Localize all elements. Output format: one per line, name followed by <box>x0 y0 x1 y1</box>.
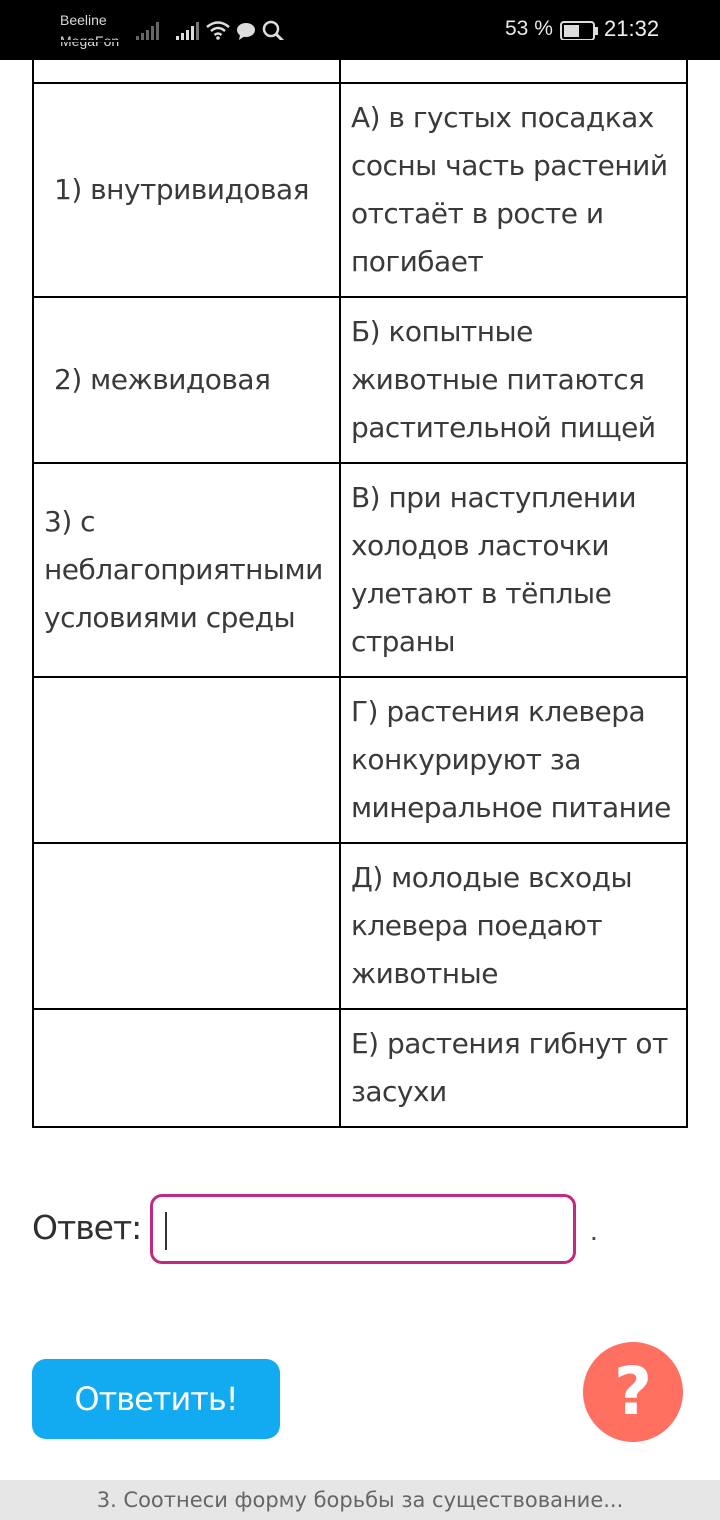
clock: 21:32 <box>604 16 660 41</box>
table-cell-left: 3) с неблагоприятными условиями среды <box>33 463 340 677</box>
battery-percent: 53 % <box>505 17 553 40</box>
help-button[interactable] <box>583 1342 683 1442</box>
table-cell-right <box>340 41 687 83</box>
table-cell-right: В) при наступлении холодов ласточки улетают в тёплые страны <box>340 463 687 677</box>
table-row <box>33 1009 687 1127</box>
signal-icon <box>176 22 200 40</box>
answer-suffix: . <box>590 1215 598 1246</box>
table-cell-left <box>33 1009 340 1127</box>
table-row <box>33 463 687 677</box>
chat-icon <box>236 22 256 40</box>
carrier-2: MegaFon <box>60 33 120 49</box>
table-cell-right: Б) копытные животные питаются растительной пищей <box>340 297 687 463</box>
submit-button[interactable]: Ответить! <box>32 1359 280 1439</box>
table-cell-right: Д) молодые всходы клевера поедают животные <box>340 843 687 1009</box>
table-row <box>33 83 687 297</box>
question-mark-icon: ? <box>613 1353 653 1430</box>
matching-table <box>32 40 688 1128</box>
question-title-bar[interactable]: 3. Соотнеси форму борьбы за существование... <box>0 1480 720 1520</box>
table-cell-left <box>33 677 340 843</box>
text-caret <box>165 1212 167 1250</box>
table-row <box>33 677 687 843</box>
signal-icon <box>136 22 160 40</box>
table-cell-left <box>33 41 340 83</box>
table-cell-right: А) в густых посадках сосны часть растений отстаёт в росте и погибает <box>340 83 687 297</box>
table-row <box>33 843 687 1009</box>
answer-label: Ответ: <box>32 1208 142 1247</box>
wifi-icon <box>205 20 231 40</box>
table-cell-left: 1) внутривидовая <box>33 83 340 297</box>
table-cell-left: 2) межвидовая <box>33 297 340 463</box>
table-row <box>33 41 687 83</box>
table-row <box>33 297 687 463</box>
table-cell-right: Г) растения клевера конкурируют за минеральное питание <box>340 677 687 843</box>
table-cell-right: Е) растения гибнут от засухи <box>340 1009 687 1127</box>
battery-icon <box>560 20 600 42</box>
table-cell-left <box>33 843 340 1009</box>
carrier-1: Beeline <box>60 12 107 28</box>
answer-input[interactable] <box>150 1194 576 1264</box>
